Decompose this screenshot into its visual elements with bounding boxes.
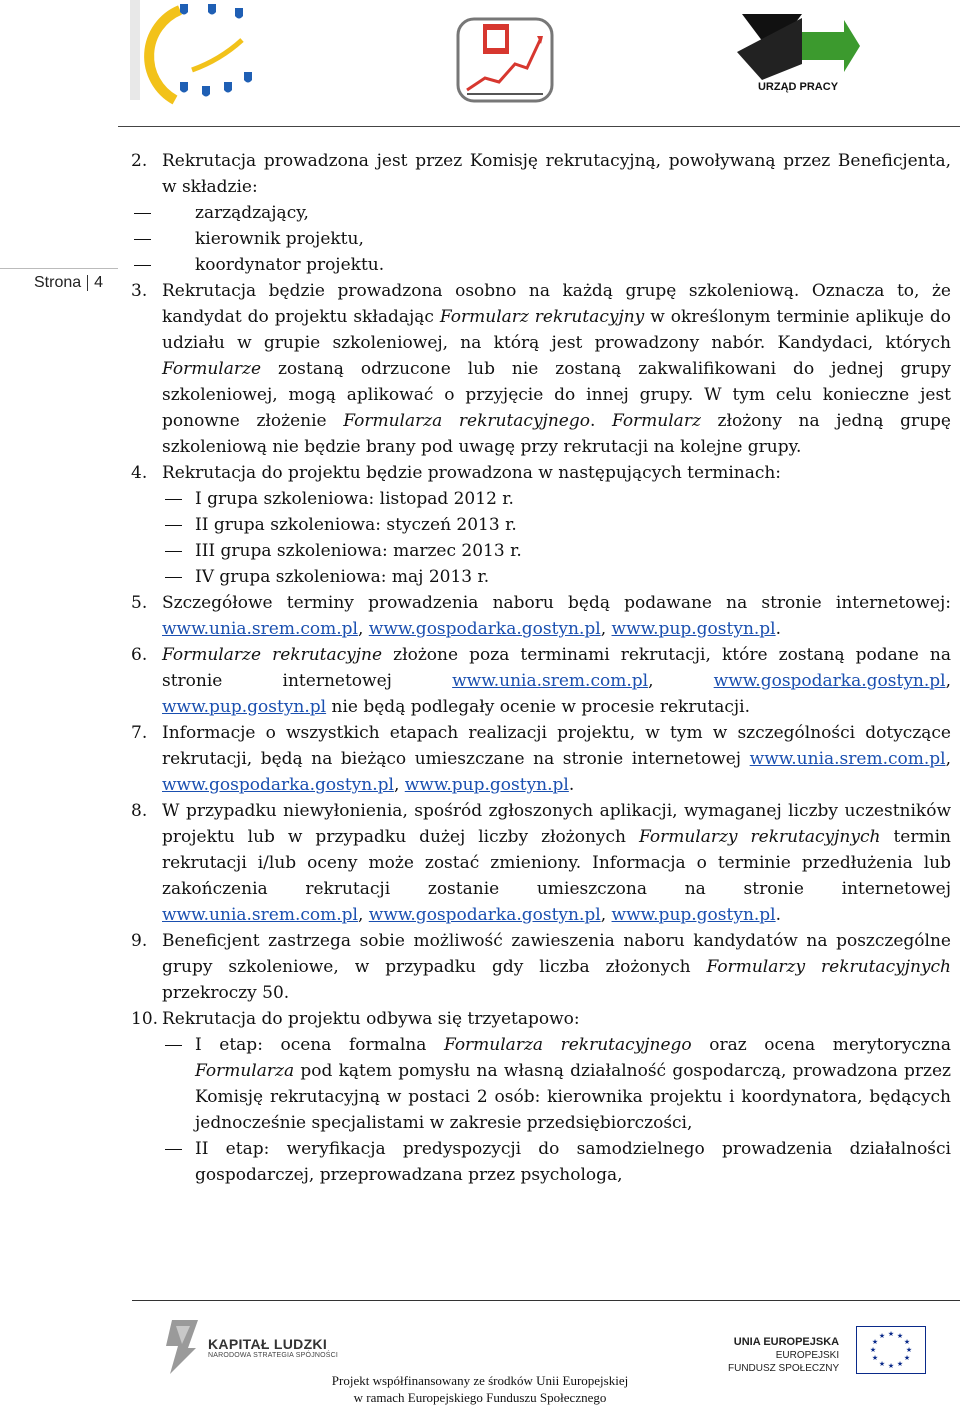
svg-text:★: ★ xyxy=(869,1346,877,1354)
kl-subtitle: NARODOWA STRATEGIA SPÓJNOŚCI xyxy=(208,1352,339,1359)
item-text: Rekrutacja do projektu będzie prowadzona w następujących terminach: xyxy=(162,463,782,483)
item-text: Informacje o wszystkich etapach realizacji projektu, w tym w szczególności dotyczące rekrutacji, będą na bieżąco umieszczane na stronie internetowej xyxy=(162,723,951,769)
punct: , xyxy=(600,905,612,925)
eu-line-3: FUNDUSZ SPOŁECZNY xyxy=(728,1363,840,1374)
punct: , xyxy=(357,905,369,925)
item-text: zostaną odrzucone lub nie zostaną zakwalifikowani do jednej grupy szkoleniowej, mogą aplikować o przyjęcie do innej grupy. W tym celu konieczne jest ponowne złożenie xyxy=(162,359,951,431)
item-number: 8. xyxy=(131,801,148,821)
list-item-10 xyxy=(131,1006,951,1188)
item-number: 7. xyxy=(131,723,148,743)
svg-text:★: ★ xyxy=(905,1346,913,1354)
svg-text:★: ★ xyxy=(896,1360,904,1368)
punct: , xyxy=(945,749,951,769)
item-italic: Formularze rekrutacyjne xyxy=(162,645,383,665)
link-pup[interactable]: www.pup.gostyn.pl xyxy=(611,905,776,925)
punct: . xyxy=(775,905,782,925)
cofinancing-line-1: Projekt współfinansowany ze środków Unii Europejskiej xyxy=(331,1373,629,1388)
item-number: 4. xyxy=(131,463,148,483)
svg-text:★: ★ xyxy=(871,1354,879,1362)
cofinancing-line-2: w ramach Europejskiego Funduszu Społecznego xyxy=(353,1390,607,1405)
link-unia[interactable]: www.unia.srem.com.pl xyxy=(162,905,358,925)
item-italic: Formularza rekrutacyjnego xyxy=(343,411,590,431)
sub-item: kierownik projektu, xyxy=(131,226,951,252)
item-text: Rekrutacja do projektu odbywa się trzyetapowo: xyxy=(162,1009,580,1029)
urzad-pracy-label: URZĄD PRACY xyxy=(757,81,839,93)
sub-item: III grupa szkoleniowa: marzec 2013 r. xyxy=(162,538,951,564)
link-gospodarka[interactable]: www.gospodarka.gostyn.pl xyxy=(162,775,394,795)
eu-flag-icon xyxy=(856,1326,926,1374)
item-text: złożony na jedną grupę szkoleniową nie będzie brany pod uwagę przy rekrutacji na kolejne grupy. xyxy=(162,411,951,457)
item-text: złożone poza terminami rekrutacji, które zostaną podane na stronie internetowej xyxy=(162,645,951,691)
svg-text:★: ★ xyxy=(887,1330,895,1338)
punct: . xyxy=(775,619,782,639)
svg-text:★: ★ xyxy=(903,1354,911,1362)
header-divider xyxy=(118,126,960,127)
sub-item: II etap: weryfikacja predyspozycji do samodzielnego prowadzenia działalności gospodarczej, przeprowadzana przez psychologa, xyxy=(162,1136,951,1188)
list-item-5 xyxy=(131,590,951,642)
document-body xyxy=(131,148,951,1188)
sub-item: IV grupa szkoleniowa: maj 2013 r. xyxy=(162,564,951,590)
item-text: Beneficjent zastrzega sobie możliwość zawieszenia naboru kandydatów na poszczególne grupy szkoleniowe, w przypadku gdy liczba złożonych xyxy=(162,931,951,977)
svg-text:★: ★ xyxy=(878,1332,886,1340)
link-unia[interactable]: www.unia.srem.com.pl xyxy=(749,749,946,769)
link-gospodarka[interactable]: www.gospodarka.gostyn.pl xyxy=(713,671,946,691)
punct: , xyxy=(648,671,714,691)
item-number: 3. xyxy=(131,281,148,301)
item-text: Rekrutacja będzie prowadzona osobno na każdą grupę szkoleniową. Oznacza to, że kandydat do projektu składając xyxy=(162,281,951,327)
item-text: W przypadku niewyłonienia, spośród zgłoszonych aplikacji, wymaganej liczby uczestników projektu lub w przypadku dużej liczby złożonych xyxy=(162,801,951,847)
link-gospodarka[interactable]: www.gospodarka.gostyn.pl xyxy=(368,619,601,639)
item-italic: Formularz xyxy=(611,411,701,431)
kapital-ludzki-logo xyxy=(208,1336,338,1359)
item-italic: Formularza xyxy=(195,1061,295,1081)
punct: . xyxy=(568,775,575,795)
list-item-3 xyxy=(131,278,951,460)
side-divider xyxy=(0,268,118,269)
logo-chart-emblem xyxy=(455,16,555,104)
eu-line-1: UNIA EUROPEJSKA xyxy=(733,1336,840,1348)
item-text: w określonym terminie aplikuje do udziału w grupie szkoleniowej, na którą jest prowadzony nabór. Kandydaci, których xyxy=(162,307,951,353)
sub-item: II grupa szkoleniowa: styczeń 2013 r. xyxy=(162,512,951,538)
sub-item: I grupa szkoleniowa: listopad 2012 r. xyxy=(162,486,951,512)
punct: , xyxy=(357,619,369,639)
kl-title: KAPITAŁ LUDZKI xyxy=(208,1336,328,1352)
list-item-4 xyxy=(131,460,951,590)
item-number: 2. xyxy=(131,151,148,171)
item-text: . xyxy=(589,411,612,431)
link-pup[interactable]: www.pup.gostyn.pl xyxy=(611,619,776,639)
page-label-text: Strona xyxy=(34,274,82,291)
item-italic: Formularzy rekrutacyjnych xyxy=(706,957,951,977)
svg-text:★: ★ xyxy=(903,1338,911,1346)
list-item-9 xyxy=(131,928,951,1006)
list-item-8 xyxy=(131,798,951,928)
item-text: pod kątem pomysłu na własną działalność gospodarczą, prowadzona przez Komisję rekrutacyjną w postaci 2 osób: kierownika projektu i koordynatora, będących jednocześnie specjalistami w zakresie przedsiębiorczości, xyxy=(195,1061,951,1133)
item-number: 6. xyxy=(131,645,148,665)
item-text: termin rekrutacji i/lub oceny może zostać zmieniony. Informacja o terminie przedłużenia lub zakończenia rekrutacji zostanie umieszczona na stronie internetowej xyxy=(162,827,951,899)
list-item-7 xyxy=(131,720,951,798)
list-item-2 xyxy=(131,148,951,278)
item-number: 10. xyxy=(131,1009,159,1029)
logo-region-left xyxy=(120,0,270,112)
page-number: 4 xyxy=(94,274,104,291)
kapital-ludzki-emblem xyxy=(160,1318,200,1376)
item-italic: Formularza rekrutacyjnego xyxy=(443,1035,692,1055)
svg-text:★: ★ xyxy=(871,1338,879,1346)
footer-divider xyxy=(132,1300,960,1301)
eu-logo-text xyxy=(728,1336,839,1375)
svg-text:★: ★ xyxy=(878,1360,886,1368)
link-unia[interactable]: www.unia.srem.com.pl xyxy=(162,619,358,639)
item-text: oraz ocena merytoryczna xyxy=(691,1035,951,1055)
item-italic: Formularz rekrutacyjny xyxy=(439,307,645,327)
item-text: Szczegółowe terminy prowadzenia naboru będą podawane na stronie internetowej: xyxy=(162,593,951,613)
page-number-label xyxy=(34,274,103,292)
svg-text:★: ★ xyxy=(887,1362,895,1370)
cofinancing-note xyxy=(300,1372,660,1406)
punct: , xyxy=(393,775,405,795)
item-italic: Formularze xyxy=(162,359,262,379)
list-item-6 xyxy=(131,642,951,720)
sub-item: zarządzający, xyxy=(131,200,951,226)
link-pup[interactable]: www.pup.gostyn.pl xyxy=(162,697,327,717)
link-unia[interactable]: www.unia.srem.com.pl xyxy=(452,671,649,691)
punct: , xyxy=(945,671,951,691)
item-text: przekroczy 50. xyxy=(162,983,290,1003)
item-number: 5. xyxy=(131,593,148,613)
sub-item xyxy=(162,1032,951,1136)
link-gospodarka[interactable]: www.gospodarka.gostyn.pl xyxy=(368,905,601,925)
logo-urzad-pracy xyxy=(732,14,862,94)
item-number: 9. xyxy=(131,931,148,951)
svg-text:★: ★ xyxy=(896,1332,904,1340)
page-label-separator xyxy=(87,275,88,291)
item-italic: Formularzy rekrutacyjnych xyxy=(638,827,881,847)
sub-item: koordynator projektu. xyxy=(131,252,951,278)
eu-line-2: EUROPEJSKI xyxy=(775,1350,840,1361)
item-text: Rekrutacja prowadzona jest przez Komisję rekrutacyjną, powoływaną przez Beneficjenta, w składzie: xyxy=(162,151,951,197)
link-pup[interactable]: www.pup.gostyn.pl xyxy=(404,775,569,795)
punct: , xyxy=(600,619,612,639)
item-text: nie będą podlegały ocenie w procesie rekrutacji. xyxy=(326,697,750,717)
item-text: I etap: ocena formalna xyxy=(195,1035,444,1055)
